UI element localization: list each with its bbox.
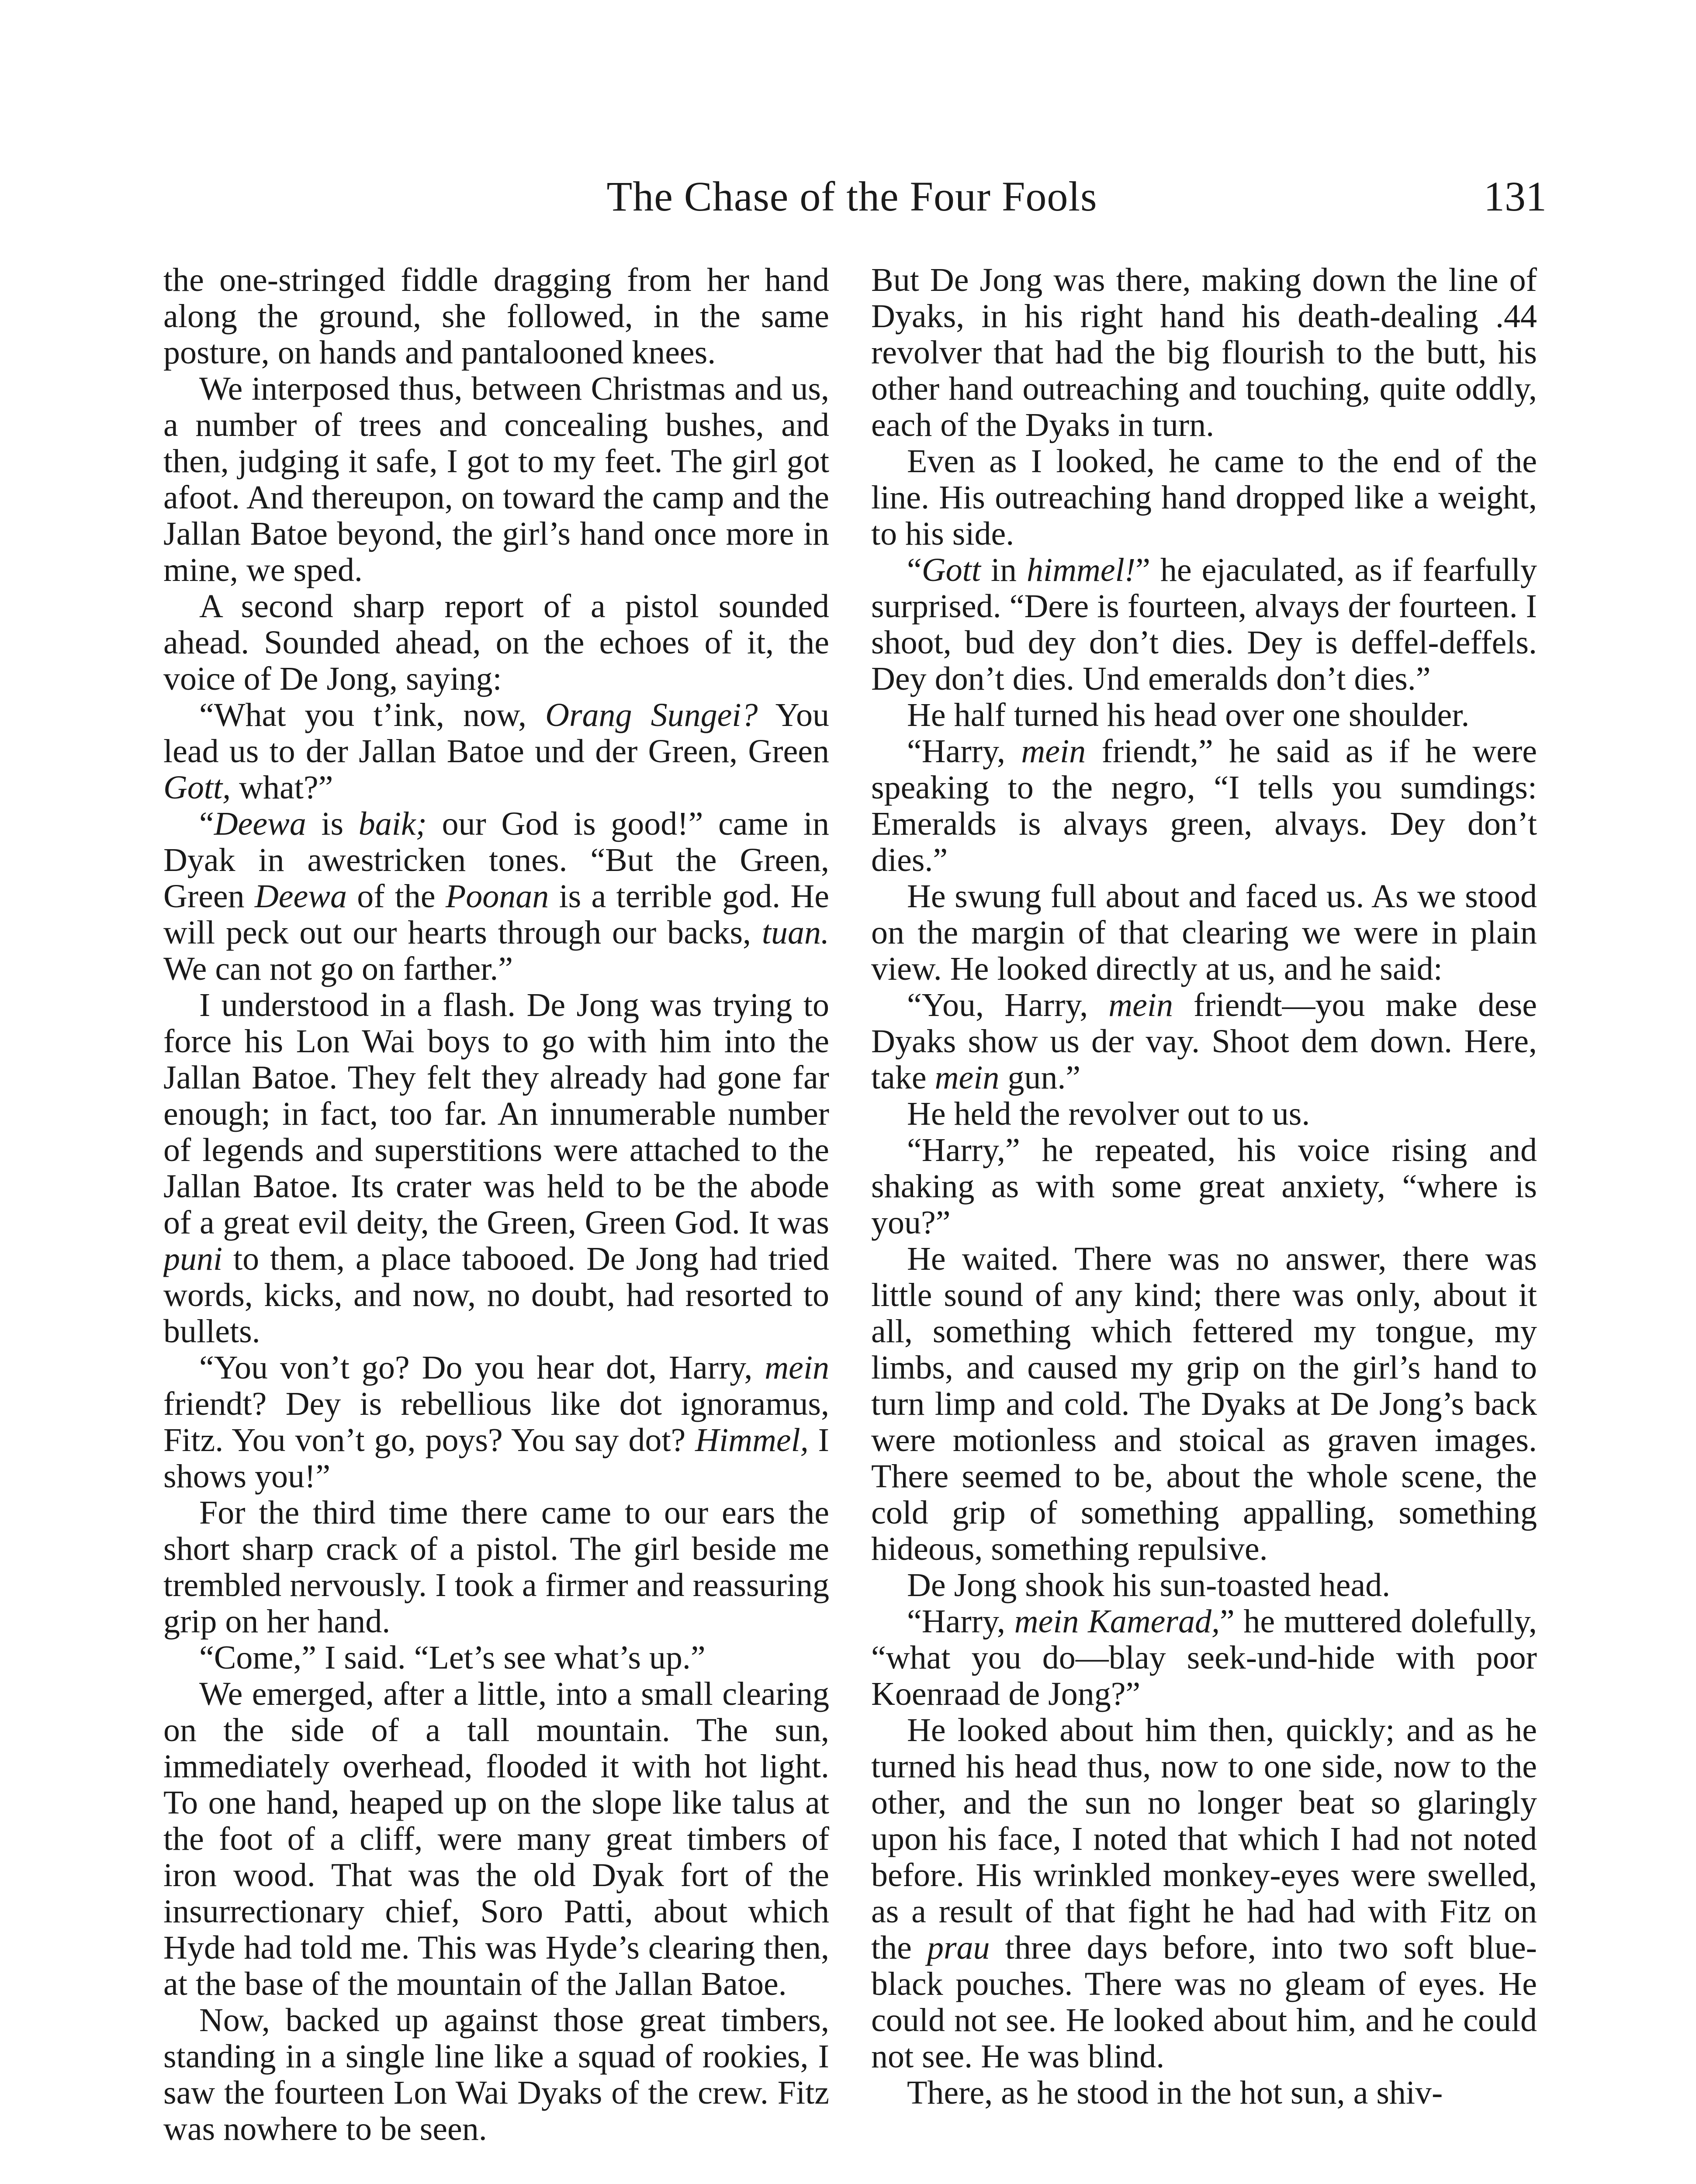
text-run: to them, a place tabooed. De Jong had tried words, kicks, and now, no doubt, had resorted to bullets. <box>163 1241 829 1350</box>
paragraph <box>163 1350 829 1495</box>
paragraph <box>163 1640 829 1676</box>
paragraph <box>871 733 1537 878</box>
paragraph <box>163 1495 829 1640</box>
text-run: is <box>306 805 359 842</box>
italic-text: tuan. <box>761 914 829 951</box>
italic-text: Orang Sungei? <box>545 697 758 733</box>
italic-text: mein <box>765 1349 829 1386</box>
text-run: There, as he stood in the hot sun, a shiv- <box>907 2074 1443 2111</box>
text-run: “Come,” I said. “Let’s see what’s up.” <box>199 1639 706 1676</box>
italic-text: Deewa <box>214 805 306 842</box>
text-run: in <box>980 552 1027 588</box>
italic-text: himmel! <box>1027 552 1136 588</box>
text-run: “ <box>199 805 214 842</box>
text-run: He held the revolver out to us. <box>907 1095 1310 1132</box>
paragraph <box>871 2075 1537 2111</box>
paragraph <box>163 987 829 1350</box>
text-run: We emerged, after a little, into a small clearing on the side of a tall mountain. The sun, immediately overhead, flooded it with hot light. To one hand, heaped up on the slope like talus at the foot of a cliff, were many great timbers of iron wood. That was the old Dyak fort of the insurrectionary chief, Soro Patti, about which Hyde had told me. This was Hyde’s clearing then, at the base of the mountain of the Jallan Batoe. <box>163 1676 829 2002</box>
paragraph <box>163 1676 829 2002</box>
paragraph <box>871 1241 1537 1567</box>
text-run: I shows you!” <box>163 1422 829 1495</box>
left-text-column <box>163 262 829 2184</box>
italic-text: puni <box>163 1241 223 1277</box>
paragraph <box>871 262 1537 443</box>
paragraph <box>163 588 829 697</box>
text-run: He half turned his head over one shoulder. <box>907 697 1470 733</box>
italic-text: prau <box>927 1929 990 1966</box>
italic-text: Gott, <box>163 769 231 806</box>
text-run: “Harry, <box>907 1603 1014 1640</box>
text-run: friendt? Dey is rebellious like dot ignoramus, Fitz. You von’t go, poys? You say dot? <box>163 1386 829 1458</box>
paragraph <box>871 1567 1537 1603</box>
paragraph <box>163 371 829 588</box>
italic-text: Gott <box>921 552 981 588</box>
paragraph <box>871 1096 1537 1132</box>
text-run: of the <box>346 878 446 915</box>
text-run: Now, backed up against those great timbers, standing in a single line like a squad of rookies, I saw the fourteen Lon Wai Dyaks of the crew. Fitz was nowhere to be seen. <box>163 2002 829 2147</box>
italic-text: Himmel, <box>695 1422 809 1458</box>
text-run: is a terrible god. He will peck out our hearts through our backs, <box>163 878 829 951</box>
italic-text: baik; <box>358 805 427 842</box>
paragraph <box>871 987 1537 1096</box>
text-run: ” he muttered dolefully, “what you do—blay seek-und-hide with poor Koenraad de Jong?” <box>871 1603 1537 1712</box>
text-run: I understood in a flash. De Jong was trying to force his Lon Wai boys to go with him into the Jallan Batoe. They felt they already had gone far enough; in fact, too far. An innumerable number of legends and superstitions were attached to the Jallan Batoe. Its crater was held to be the abode of a great evil deity, the Green, Green God. It was <box>163 987 829 1241</box>
text-run: “Harry, <box>907 733 1021 770</box>
text-run: what?” <box>231 769 333 806</box>
text-run: He swung full about and faced us. As we stood on the margin of that clearing we were in plain view. He looked directly at us, and he said: <box>871 878 1537 987</box>
text-run: But De Jong was there, making down the line of Dyaks, in his right hand his death-dealing .44 revolver that had the big flourish to the butt, his other hand outreaching and touching, quite oddly, each of the Dyaks in turn. <box>871 262 1537 443</box>
text-run: “You von’t go? Do you hear dot, Harry, <box>199 1349 765 1386</box>
text-run: A second sharp report of a pistol sounded ahead. Sounded ahead, on the echoes of it, the voice of De Jong, saying: <box>163 588 829 697</box>
page-number: 131 <box>1484 173 1547 220</box>
text-run: You lead us to der Jallan Batoe und der Green, Green <box>163 697 829 770</box>
paragraph <box>871 443 1537 552</box>
text-run: three days before, into two soft blue-black pouches. There was no gleam of eyes. He could not see. He looked about him, and he could not see. He was blind. <box>871 1929 1537 2075</box>
text-run: gun.” <box>999 1059 1081 1096</box>
text-run: ” he ejaculated, as if fearfully surprised. “Dere is fourteen, alvays der fourteen. I shoot, bud dey don’t dies. Dey is deffel-deffels. Dey don’t dies. Und emeralds don’t dies.” <box>871 552 1537 697</box>
text-run: He looked about him then, quickly; and as he turned his head thus, now to one side, now to the other, and the sun no longer beat so glaringly upon his face, I noted that which I had not noted before. His wrinkled monkey-eyes were swelled, as a result of that fight he had had with Fitz on the <box>871 1712 1537 1966</box>
text-run: the one-stringed fiddle dragging from her hand along the ground, she followed, in the same posture, on hands and pantalooned knees. <box>163 262 829 371</box>
text-run: friendt—you make dese Dyaks show us der vay. Shoot dem down. Here, take <box>871 987 1537 1096</box>
italic-text: mein Kamerad, <box>1014 1603 1220 1640</box>
text-run: “You, Harry, <box>907 987 1109 1023</box>
text-run: For the third time there came to our ears the short sharp crack of a pistol. The girl beside me trembled nervously. I took a firmer and reassuring grip on her hand. <box>163 1494 829 1640</box>
text-run: “ <box>907 552 922 588</box>
italic-text: Deewa <box>254 878 347 915</box>
paragraph <box>871 1712 1537 2075</box>
text-run: We can not go on farther.” <box>163 950 513 987</box>
italic-text: Poonan <box>445 878 549 915</box>
text-run: Even as I looked, he came to the end of the line. His outreaching hand dropped like a weight, to his side. <box>871 443 1537 552</box>
paragraph <box>163 262 829 371</box>
text-run: We interposed thus, between Christmas and us, a number of trees and concealing bushes, and then, judging it safe, I got to my feet. The girl got afoot. And thereupon, on toward the camp and the Jallan Batoe beyond, the girl’s hand once more in mine, we sped. <box>163 370 829 588</box>
text-run: our God is good!” came in Dyak in awestricken tones. “But the Green, Green <box>163 805 829 915</box>
paragraph <box>871 552 1537 697</box>
text-run: De Jong shook his sun-toasted head. <box>907 1567 1391 1603</box>
paragraph <box>871 878 1537 987</box>
paragraph <box>163 2002 829 2147</box>
italic-text: mein <box>1021 733 1086 770</box>
page-header <box>157 170 1547 232</box>
running-title: The Chase of the Four Fools <box>606 173 1097 220</box>
paragraph <box>871 1603 1537 1712</box>
paragraph <box>163 697 829 806</box>
paragraph <box>163 806 829 987</box>
text-run: “What you t’ink, now, <box>199 697 546 733</box>
text-run: friendt,” he said as if he were speaking to the negro, “I tells you sumdings: Emeralds is alvays green, alvays. Dey don’t dies.” <box>871 733 1537 878</box>
italic-text: mein <box>1108 987 1173 1023</box>
paragraph <box>871 697 1537 733</box>
italic-text: mein <box>935 1059 1000 1096</box>
text-run: He waited. There was no answer, there was little sound of any kind; there was only, about it all, something which fettered my tongue, my limbs, and caused my grip on the girl’s hand to turn limp and cold. The Dyaks at De Jong’s back were motionless and stoical as graven images. There seemed to be, about the whole scene, the cold grip of something appalling, something hideous, something repulsive. <box>871 1241 1537 1567</box>
paragraph <box>871 1132 1537 1241</box>
right-text-column <box>871 262 1537 2184</box>
text-run: “Harry,” he repeated, his voice rising and shaking as with some great anxiety, “where is you?” <box>871 1132 1537 1241</box>
